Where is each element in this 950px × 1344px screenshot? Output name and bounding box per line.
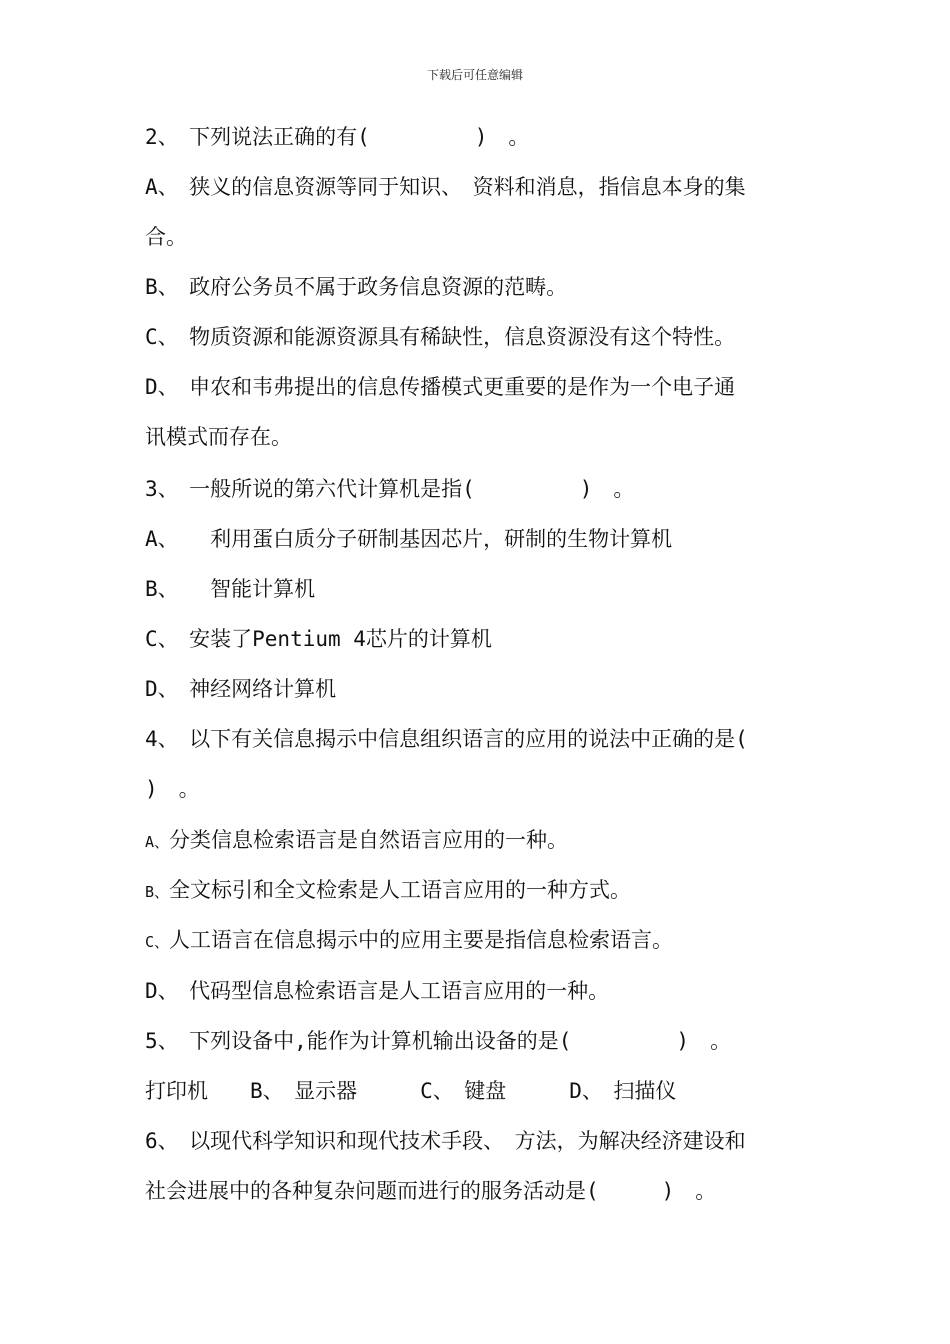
- q5-options: 打印机 B、 显示器 C、 键盘 D、 扫描仪: [145, 1079, 677, 1103]
- q6-stem: 6、 以现代科学知识和现代技术手段、 方法，为解决经济建设和: [145, 1129, 746, 1153]
- q2-option-b: B、 政府公务员不属于政务信息资源的范畴。: [145, 275, 568, 299]
- q2-option-a-cont: 合。: [145, 225, 187, 249]
- q2-option-c: C、 物质资源和能源资源具有稀缺性，信息资源没有这个特性。: [145, 325, 736, 349]
- option-prefix: A、: [145, 833, 170, 851]
- q3-option-c: C、 安装了Pentium 4芯片的计算机: [145, 627, 492, 651]
- q4-option-c: [145, 926, 673, 956]
- q6-stem-cont: 社会进展中的各种复杂问题而进行的服务活动是( ) 。: [145, 1179, 717, 1203]
- q3-option-b: B、 智能计算机: [145, 577, 316, 601]
- q2-option-d-cont: 讯模式而存在。: [145, 425, 292, 449]
- q2-stem: 2、 下列说法正确的有( ) 。: [145, 125, 530, 149]
- q3-option-a: A、 利用蛋白质分子研制基因芯片，研制的生物计算机: [145, 527, 673, 551]
- q2-option-a: A、 狭义的信息资源等同于知识、 资料和消息，指信息本身的集: [145, 175, 746, 199]
- option-text: 分类信息检索语言是自然语言应用的一种。: [169, 828, 569, 852]
- q4-option-b: [145, 876, 631, 906]
- option-text: 全文标引和全文检索是人工语言应用的一种方式。: [169, 878, 632, 902]
- q5-stem: 5、 下列设备中,能作为计算机输出设备的是( ) 。: [145, 1029, 732, 1053]
- option-text: 人工语言在信息揭示中的应用主要是指信息检索语言。: [169, 928, 674, 952]
- q3-stem: 3、 一般所说的第六代计算机是指( ) 。: [145, 477, 635, 501]
- q4-stem-cont: ) 。: [145, 777, 200, 801]
- q3-option-d: D、 神经网络计算机: [145, 677, 337, 701]
- q4-option-a: [145, 826, 568, 856]
- q4-stem: 4、 以下有关信息揭示中信息组织语言的应用的说法中正确的是(: [145, 727, 748, 751]
- page-header: 下载后可任意编辑: [426, 68, 523, 82]
- q4-option-d: D、 代码型信息检索语言是人工语言应用的一种。: [145, 979, 610, 1003]
- option-prefix: B、: [145, 883, 170, 901]
- q2-option-d: D、 申农和韦弗提出的信息传播模式更重要的是作为一个电子通: [145, 375, 736, 399]
- option-prefix: C、: [145, 933, 170, 951]
